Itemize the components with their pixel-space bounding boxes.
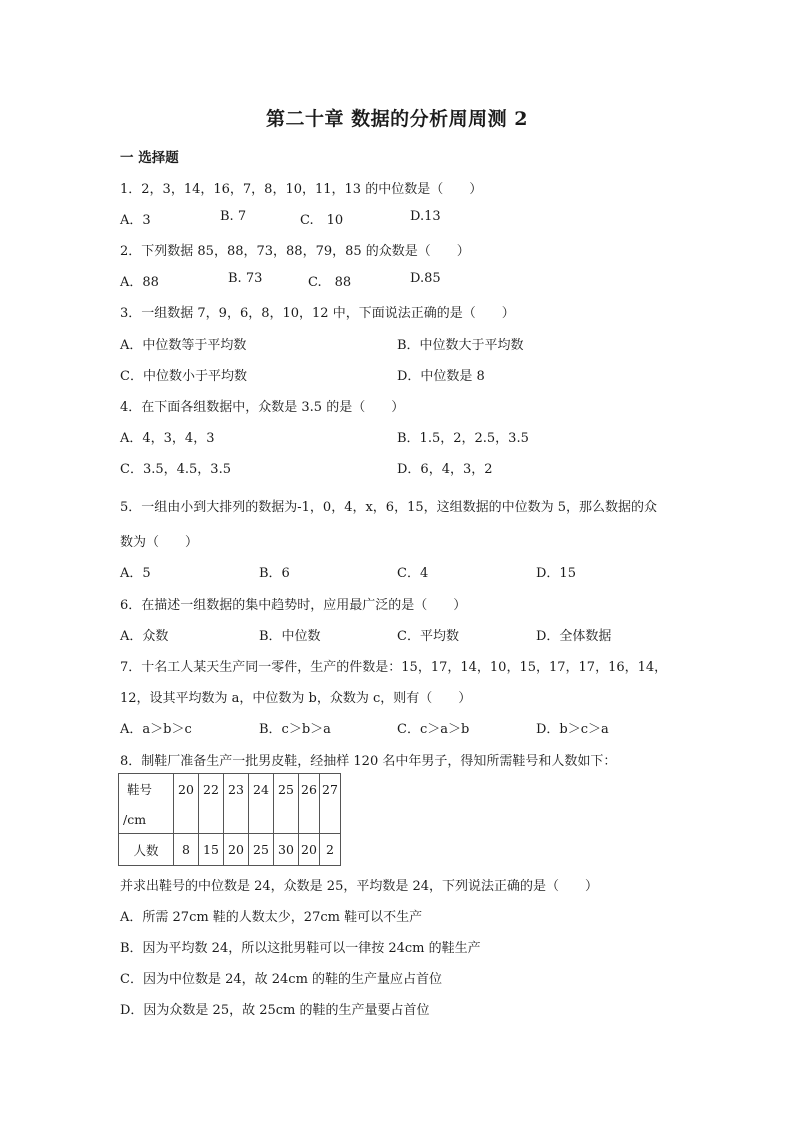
question-8-stem: 8．制鞋厂准备生产一批男皮鞋，经抽样 120 名中年男子，得知所需鞋号和人数如下： (120, 754, 617, 769)
question-5-stem-line-2: 数为（ ） (120, 535, 199, 550)
q2-option-c: C. 88 (308, 275, 352, 290)
q8-option-c: C．因为中位数是 24，故 24cm 的鞋的生产量应占首位 (120, 972, 443, 987)
q8-option-b: B．因为平均数 24，所以这批男鞋可以一律按 24cm 的鞋生产 (120, 941, 481, 956)
table-count-cell: 15 (199, 834, 224, 866)
q1-option-a: A．3 (120, 213, 151, 228)
table-size-cell: 27 (320, 774, 341, 834)
q3-option-c: C．中位数小于平均数 (120, 369, 247, 384)
q1-option-b: B. 7 (220, 209, 247, 224)
table-header-size-unit: /cm (123, 812, 147, 827)
table-count-cell: 20 (299, 834, 320, 866)
q5-option-d: D．15 (536, 566, 576, 581)
q7-option-d: D．b＞c＞a (536, 722, 609, 737)
table-size-cell: 24 (249, 774, 274, 834)
q5-option-b: B．6 (259, 566, 290, 581)
table-size-cell: 26 (299, 774, 320, 834)
q3-option-d: D．中位数是 8 (397, 369, 485, 384)
table-header-size-label: 鞋号 (127, 782, 153, 797)
q2-option-b: B. 73 (228, 271, 263, 286)
q4-option-c: C．3.5，4.5，3.5 (120, 462, 231, 477)
q3-option-a: A．中位数等于平均数 (120, 338, 247, 353)
q7-option-b: B．c＞b＞a (259, 722, 331, 737)
question-4-stem: 4．在下面各组数据中，众数是 3.5 的是（ ） (120, 400, 405, 415)
q1-option-c: C. 10 (300, 213, 344, 228)
question-2-stem: 2．下列数据 85，88，73，88，79，85 的众数是（ ） (120, 244, 470, 259)
q7-option-a: A．a＞b＞c (120, 722, 192, 737)
table-size-cell: 23 (224, 774, 249, 834)
q4-option-b: B．1.5，2，2.5，3.5 (397, 431, 529, 446)
table-count-cell: 25 (249, 834, 274, 866)
table-size-cell: 20 (174, 774, 199, 834)
q4-option-a: A．4，3，4，3 (120, 431, 215, 446)
q5-option-a: A．5 (120, 566, 151, 581)
q6-option-d: D．全体数据 (536, 629, 612, 644)
q1-option-d: D.13 (410, 209, 441, 224)
question-1-stem: 1．2，3，14，16，7，8，10，11，13 的中位数是（ ） (120, 182, 483, 197)
question-8-followup: 并求出鞋号的中位数是 24，众数是 25，平均数是 24，下列说法正确的是（ ） (120, 879, 599, 894)
shoe-size-table (118, 773, 341, 866)
question-7-stem-line-2: 12，设其平均数为 a，中位数为 b，众数为 c，则有（ ） (120, 691, 472, 706)
q2-option-d: D.85 (410, 271, 441, 286)
table-row-label: 人数 (119, 834, 174, 866)
table-count-cell: 2 (320, 834, 341, 866)
table-count-cell: 8 (174, 834, 199, 866)
q5-option-c: C．4 (397, 566, 429, 581)
table-count-cell: 30 (274, 834, 299, 866)
q8-option-a: A．所需 27cm 鞋的人数太少，27cm 鞋可以不生产 (120, 910, 423, 925)
q3-option-b: B．中位数大于平均数 (397, 338, 524, 353)
section-heading: 一 选择题 (120, 150, 179, 166)
question-7-stem-line-1: 7．十名工人某天生产同一零件，生产的件数是：15，17，14，10，15，17，17，16，14， (120, 660, 668, 675)
table-count-cell: 20 (224, 834, 249, 866)
table-header-size (119, 774, 174, 834)
q7-option-c: C．c＞a＞b (397, 722, 470, 737)
q6-option-c: C．平均数 (397, 629, 459, 644)
q6-option-a: A．众数 (120, 629, 169, 644)
question-3-stem: 3．一组数据 7，9，6，8，10，12 中，下面说法正确的是（ ） (120, 306, 515, 321)
q8-option-d: D．因为众数是 25，故 25cm 的鞋的生产量要占首位 (120, 1003, 430, 1018)
page-title: 第二十章 数据的分析周周测 2 (266, 108, 528, 130)
q4-option-d: D．6，4，3，2 (397, 462, 493, 477)
question-5-stem-line-1: 5．一组由小到大排列的数据为-1，0，4，x，6，15，这组数据的中位数为 5，那么数据的众 (120, 500, 658, 515)
question-6-stem: 6．在描述一组数据的集中趋势时，应用最广泛的是（ ） (120, 598, 467, 613)
q2-option-a: A．88 (120, 275, 159, 290)
q6-option-b: B．中位数 (259, 629, 321, 644)
table-size-cell: 22 (199, 774, 224, 834)
table-size-cell: 25 (274, 774, 299, 834)
